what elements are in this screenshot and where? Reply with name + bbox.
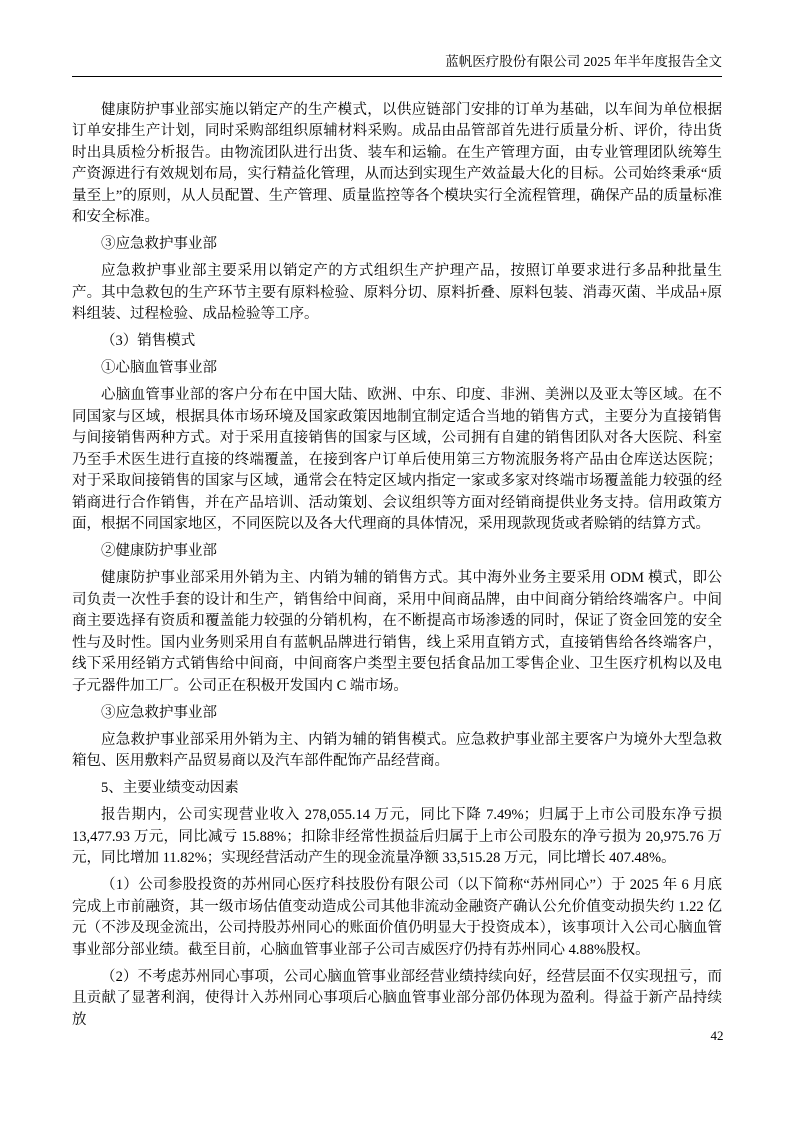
paragraph: 心脑血管事业部的客户分布在中国大陆、欧洲、中东、印度、非洲、美洲以及亚太等区域。在不同国家与区域，根据具体市场环境及国家政策因地制宜制定适合当地的销售方式，主要分为直接销售与间接销售两种方式。对于采用直接销售的国家与区域，公司拥有自建的销售团队对各大医院、科室乃至手术医生进行直接的终端覆盖，在接到客户订单后使用第三方物流服务将产品由仓库送达医院；对于采取间接销售的国家与区域，通常会在特定区域内指定一家或多家对终端市场覆盖能力较强的经销商进行合作销售，并在产品培训、活动策划、会议组织等方面对经销商提供业务支持。信用政策方面，根据不同国家地区，不同医院以及各大代理商的具体情况，采用现款现货或者赊销的结算方式。 [72, 387, 722, 532]
section-heading: （3）销售模式 [101, 333, 196, 349]
section-heading: ③应急救护事业部 [101, 236, 217, 252]
section-heading: ①心脑血管事业部 [101, 360, 217, 376]
paragraph: 报告期内，公司实现营业收入 278,055.14 万元，同比下降 7.49%；归属于上市公司股东净亏损 13,477.93 万元，同比减亏 15.88%；扣除非经常性损益后归属于上市公司股东的净亏损为 20,975.76 万元，同比增加 11.82%；实现经营活动产生的现金流量净额 33,515.28 万元，同比增长 407.48%。 [72, 807, 722, 866]
paragraph: （2）不考虑苏州同心事项，公司心脑血管事业部经营业绩持续向好，经营层面不仅实现扭亏，而且贡献了显著利润，使得计入苏州同心事项后心脑血管事业部分部仍体现为盈利。得益于新产品持续放 [72, 968, 722, 1028]
page-header: 蓝帆医疗股份有限公司 2025 年半年度报告全文 [72, 0, 722, 77]
paragraph: 健康防护事业部实施以销定产的生产模式，以供应链部门安排的订单为基础，以车间为单位根据订单安排生产计划，同时采购部组织原辅材料采购。成品由品管部首先进行质量分析、评价，待出货时出具质检分析报告。由物流团队进行出货、装车和运输。在生产管理方面，由专业管理团队统筹生产资源进行有效规划布局，实行精益化管理，从而达到实现生产效益最大化的目标。公司始终秉承“质量至上”的原则，从人员配置、生产管理、质量监控等各个模块实行全流程管理，确保产品的质量标准和安全标准。 [72, 101, 722, 225]
section-heading: ②健康防护事业部 [101, 543, 217, 559]
paragraph: 应急救护事业部采用外销为主、内销为辅的销售模式。应急救护事业部主要客户为境外大型急救箱包、医用敷料产品贸易商以及汽车部件配饰产品经营商。 [72, 731, 722, 769]
paragraph: 健康防护事业部采用外销为主、内销为辅的销售方式。其中海外业务主要采用 ODM 模式，即公司负责一次性手套的设计和生产，销售给中间商，采用中间商品牌，由中间商分销给终端客户。中间商主要选择有资质和覆盖能力较强的分销机构，在不断提高市场渗透的同时，保证了资金回笼的安全性与及时性。国内业务则采用自有蓝帆品牌进行销售，线上采用直销方式，直接销售给各终端客户，线下采用经销方式销售给中间商，中间商客户类型主要包括食品加工零售企业、卫生医疗机构以及电子元器件加工厂。公司正在积极开发国内 C 端市场。 [72, 570, 722, 694]
page-number: 42 [710, 1028, 724, 1043]
paragraph: （1）公司参股投资的苏州同心医疗科技股份有限公司（以下简称“苏州同心”）于 2025 年 6 月底完成上市前融资，其一级市场估值变动造成公司其他非流动金融资产确认公允价值变动损失约 1.22 亿元（不涉及现金流出，公司持股苏州同心的账面价值仍明显大于投资成本），该事项计入公司心脑血管事业部分部业绩。截至目前，心脑血管事业部子公司吉威医疗仍持有苏州同心 4.88%股权。 [72, 877, 722, 958]
section-heading: ③应急救护事业部 [101, 704, 217, 721]
section-heading: 5、主要业绩变动因素 [101, 780, 239, 796]
paragraph: 应急救护事业部主要采用以销定产的方式组织生产护理产品，按照订单要求进行多品种批量生产。其中急救包的生产环节主要有原料检验、原料分切、原料折叠、原料包装、消毒灭菌、半成品+原料组装、过程检验、成品检验等工序。 [72, 263, 722, 322]
document-body [72, 77, 722, 1031]
